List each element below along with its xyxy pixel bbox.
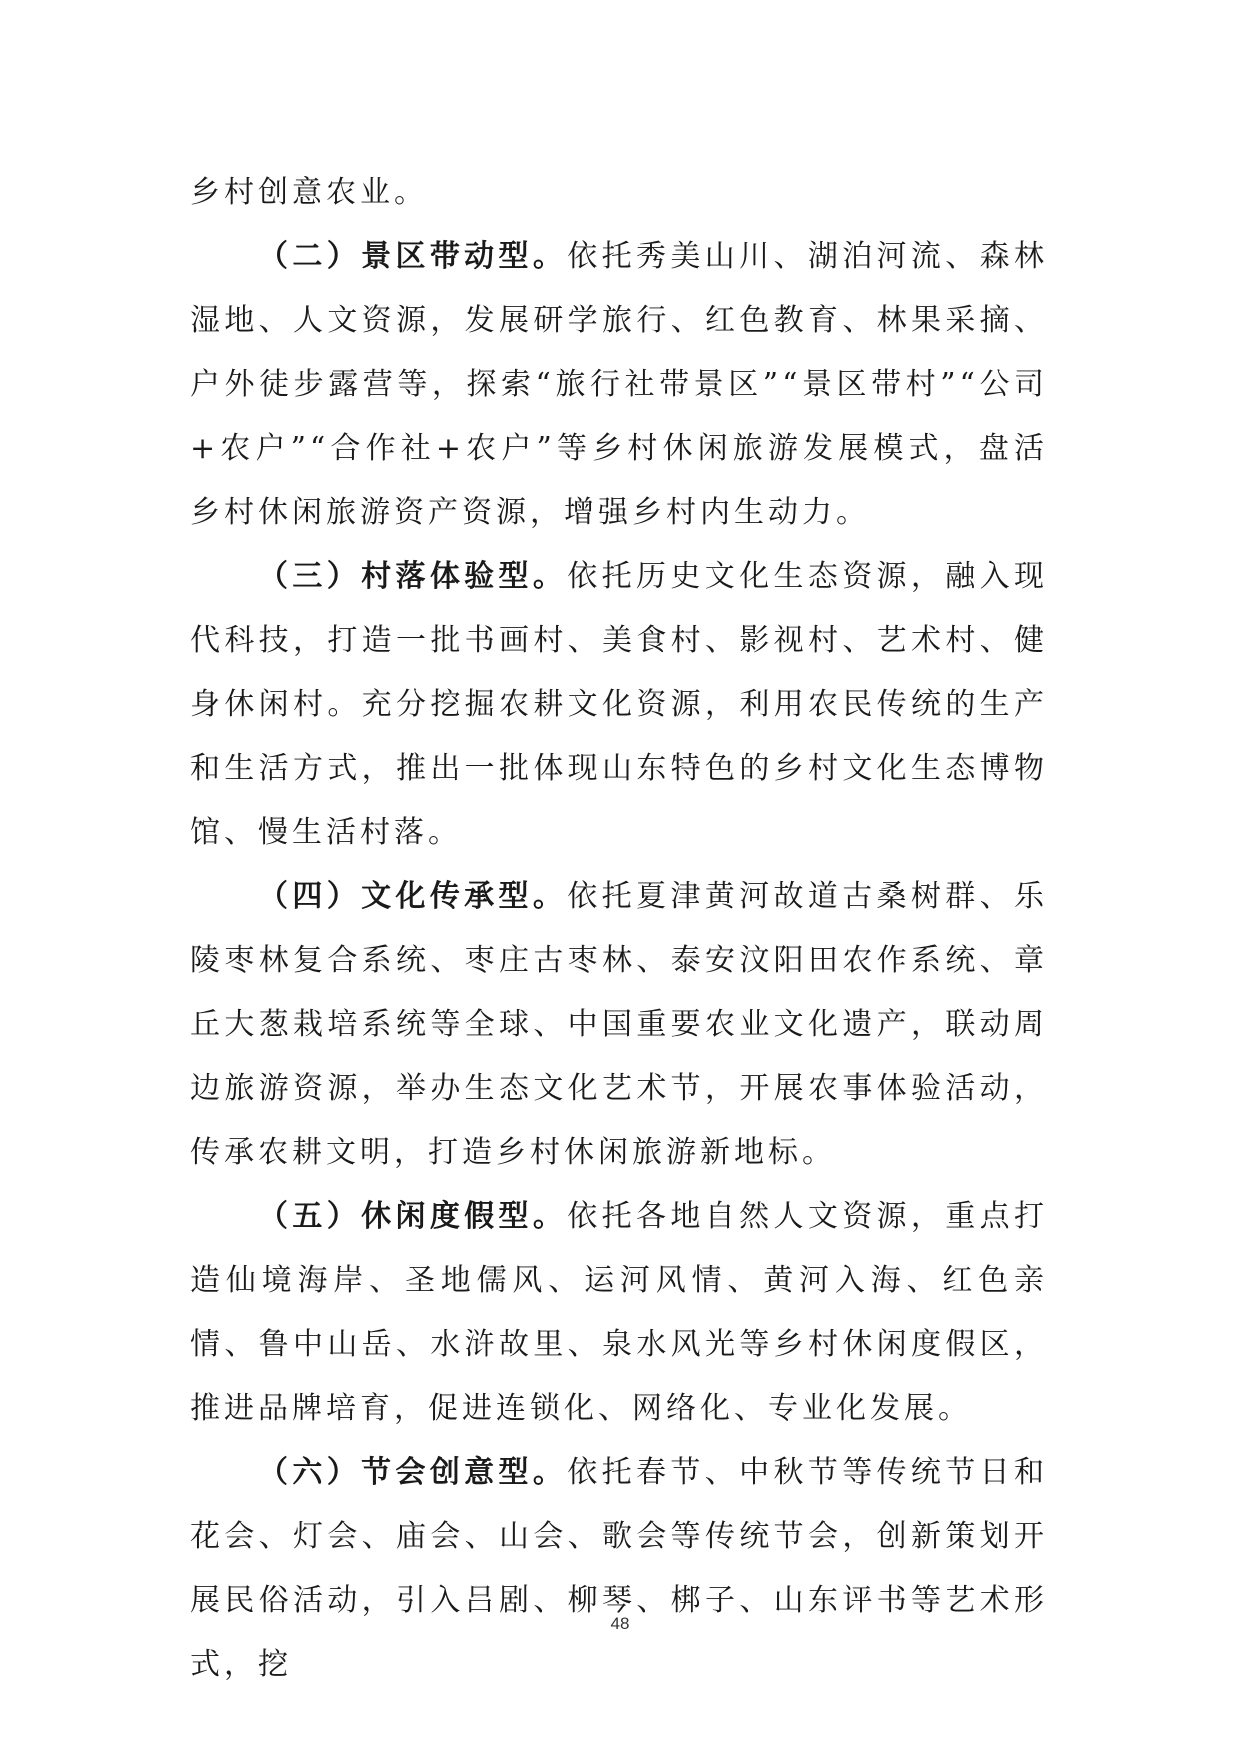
continuation-paragraph: 乡村创意农业。 [190,175,428,210]
section-text-6: 依托春节、中秋节等传统节日和花会、灯会、庙会、山会、歌会等传统节会，创新策划开展民俗活动，引入吕剧、柳琴、梆子、山东评书等艺术形式，挖 [190,1455,1049,1682]
section-paragraph-4 [190,865,1048,1185]
section-text-2: 依托秀美山川、湖泊河流、森林湿地、人文资源，发展研学旅行、红色教育、林果采摘、户外徒步露营等，探索“旅行社带景区”“景区带村”“公司+农户”“合作社+农户”等乡村休闲旅游发展模式，盘活乡村休闲旅游资产资源，增强乡村内生动力。 [190,239,1049,530]
section-paragraph-3 [190,545,1048,865]
section-heading-2: （二）景区带动型。 [258,239,568,274]
section-heading-6: （六）节会创意型。 [258,1455,568,1490]
section-text-4: 依托夏津黄河故道古桑树群、乐陵枣林复合系统、枣庄古枣林、泰安汶阳田农作系统、章丘大葱栽培系统等全球、中国重要农业文化遗产，联动周边旅游资源，举办生态文化艺术节，开展农事体验活动，传承农耕文明，打造乡村休闲旅游新地标。 [190,879,1049,1170]
section-heading-5: （五）休闲度假型。 [258,1199,568,1234]
section-paragraph-6 [190,1441,1048,1697]
section-text-3: 依托历史文化生态资源，融入现代科技，打造一批书画村、美食村、影视村、艺术村、健身休闲村。充分挖掘农耕文化资源，利用农民传统的生产和生活方式，推出一批体现山东特色的乡村文化生态博物馆、慢生活村落。 [190,559,1049,850]
body-text [190,161,1048,1697]
section-paragraph-2 [190,225,1048,545]
page-number: 48 [610,1614,630,1633]
section-heading-3: （三）村落体验型。 [258,559,568,594]
section-paragraph-5 [190,1185,1048,1441]
section-heading-4: （四）文化传承型。 [258,879,568,914]
section-text-5: 依托各地自然人文资源，重点打造仙境海岸、圣地儒风、运河风情、黄河入海、红色亲情、鲁中山岳、水浒故里、泉水风光等乡村休闲度假区，推进品牌培育，促进连锁化、网络化、专业化发展。 [190,1199,1049,1426]
